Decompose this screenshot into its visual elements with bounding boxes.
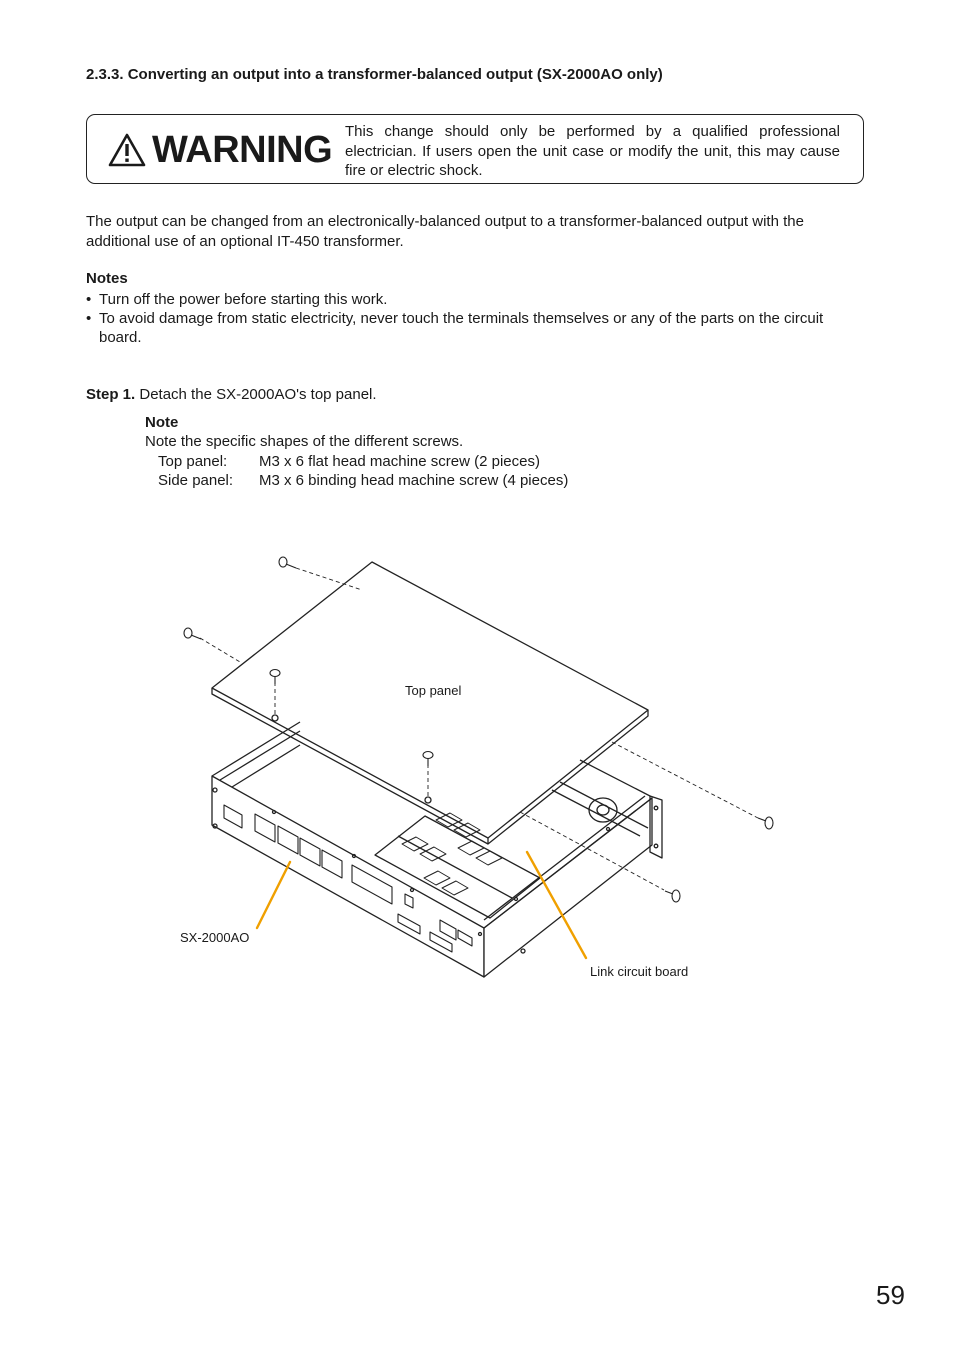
warning-text: This change should only be performed by a qualified professional electrician. If users open the unit case or modify the unit, this may cause fire or electric shock. — [345, 123, 840, 179]
unit-label: SX-2000AO — [180, 930, 250, 945]
note-text: Turn off the power before starting this work. — [99, 291, 388, 308]
page-number: 59 — [876, 1280, 905, 1310]
bullet: • — [86, 291, 92, 308]
section-title: 2.3.3. Converting an output into a transformer-balanced output (SX-2000AO only) — [86, 66, 663, 83]
step-label: Step 1. — [86, 386, 136, 403]
screw-icon — [758, 817, 773, 829]
step-note-text: Note the specific shapes of the different screws. — [145, 433, 464, 450]
link-board-label: Link circuit board — [590, 964, 689, 979]
top-panel-label: Top panel — [405, 683, 462, 698]
intro-paragraph: The output can be changed from an electronically-balanced output to a transformer-balanced output with the additional use of an optional IT-450 transformer. — [86, 213, 804, 250]
step-note-heading: Note — [145, 414, 179, 431]
screw-spec-value: M3 x 6 binding head machine screw (4 pieces) — [259, 472, 569, 489]
step-text: Detach the SX-2000AO's top panel. — [139, 386, 377, 403]
screw-icon — [279, 557, 296, 568]
note-text: To avoid damage from static electricity, never touch the terminals themselves or any of the parts on the circuit board. — [99, 310, 824, 346]
unit-callout-line — [257, 862, 290, 928]
screw-spec-value: M3 x 6 flat head machine screw (2 pieces) — [259, 453, 540, 470]
screw-icon — [184, 628, 201, 639]
screw-spec-label: Top panel: — [158, 453, 228, 470]
warning-label: WARNING — [152, 129, 333, 171]
top-panel-drawing — [212, 562, 648, 844]
screw-icon — [665, 890, 680, 902]
notes-heading: Notes — [86, 270, 128, 287]
screw-spec-label: Side panel: — [158, 472, 234, 489]
bullet: • — [86, 310, 92, 327]
